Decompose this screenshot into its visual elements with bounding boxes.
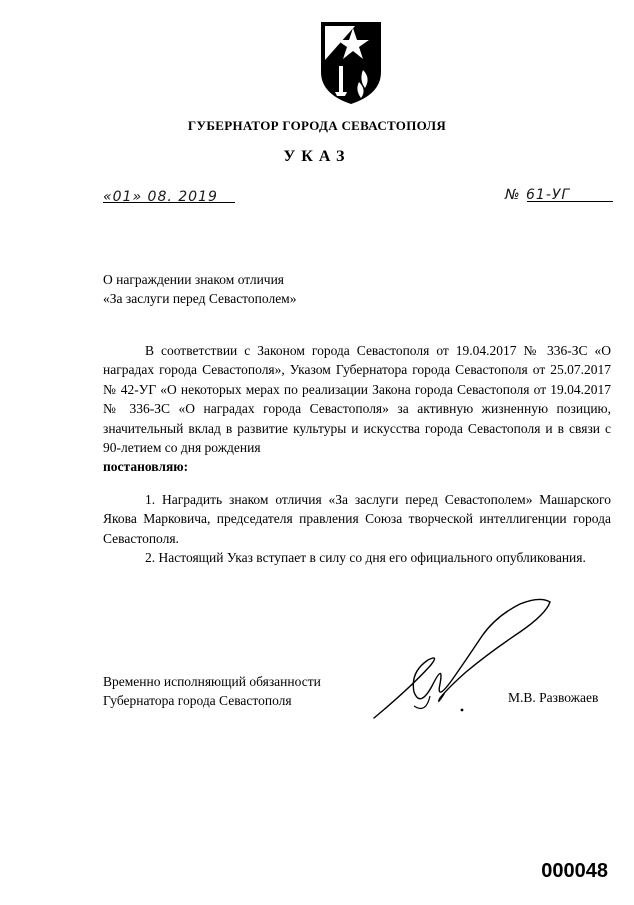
date-underline <box>103 202 235 203</box>
document-body <box>103 341 611 567</box>
document-date <box>103 188 233 206</box>
document-type-title: УКАЗ <box>283 148 351 165</box>
subject-line-1: О награждении знаком отличия <box>103 272 285 287</box>
preamble-paragraph: В соответствии с Законом города Севастополя от 19.04.2017 № 336-ЗС «О наградах города Севастополя», Указом Губернатора города Севастополя от 25.07.2017 № 42-УГ «О некоторых мерах по реализации Закона города Севастополя от 19.04.2017 № 336-ЗС «О наградах города Севастополя» за активную жизненную позицию, значительный вклад в развитие культуры и искусства города Севастополя и в связи с 90-летием со дня рождения <box>103 343 611 456</box>
signer-title-line-1: Временно исполняющий обязанности <box>103 674 321 689</box>
serial-number: 000048 <box>541 860 608 882</box>
number-underline <box>527 201 613 202</box>
signer-name: М.В. Развожаев <box>508 690 599 705</box>
handwritten-signature-icon <box>370 596 560 726</box>
decree-item-1: 1. Наградить знаком отличия «За заслуги перед Севастополем» Машарского Якова Марковича, председателя правления Союза творческой интеллигенции города Севастополя. <box>103 491 611 546</box>
subject-line-2: «За заслуги перед Севастополем» <box>103 291 297 306</box>
number-handwritten: № 61-УГ <box>505 187 571 203</box>
decree-item-2: 2. Настоящий Указ вступает в силу со дня его официального опубликования. <box>145 550 586 566</box>
date-handwritten: «01» 08. 2019 <box>103 189 218 205</box>
document-subject <box>103 270 296 308</box>
document-number <box>505 186 615 204</box>
issuer-heading: ГУБЕРНАТОР ГОРОДА СЕВАСТОПОЛЯ <box>187 118 447 133</box>
coat-of-arms-icon <box>319 20 383 106</box>
signer-title-line-2: Губернатора города Севастополя <box>103 693 292 708</box>
signer-title <box>103 672 321 710</box>
resolve-statement: постановляю: <box>103 459 189 475</box>
